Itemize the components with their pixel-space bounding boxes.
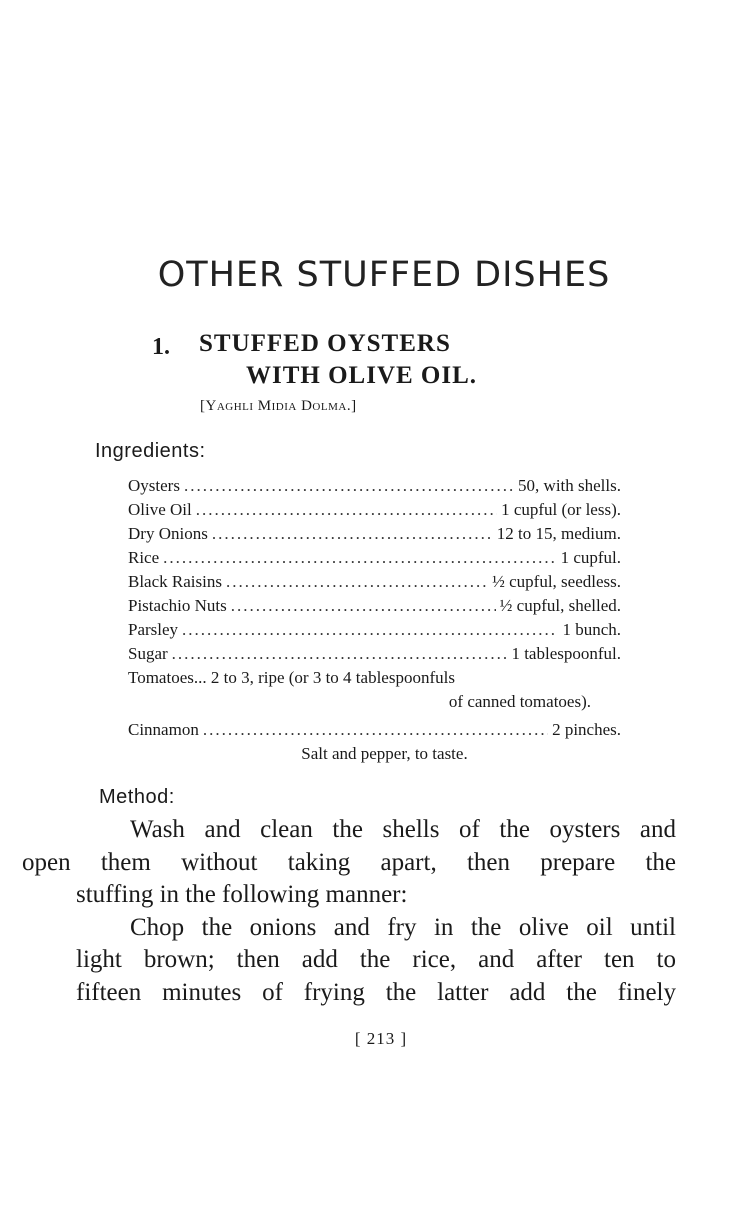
text-line: stuffing in the following manner: xyxy=(76,881,408,908)
ingredient-quantity: 1 cupful. xyxy=(560,548,621,567)
ingredient-quantity: ½ cupful, shelled. xyxy=(499,596,621,615)
leader-dots xyxy=(172,642,508,666)
tomatoes-line-1: Tomatoes... 2 to 3, ripe (or 3 to 4 tablespoonfuls xyxy=(128,668,455,687)
method-paragraph xyxy=(76,912,676,1010)
leader-dots xyxy=(163,546,556,570)
ingredient-quantity: 50, with shells. xyxy=(518,476,621,495)
ingredient-row xyxy=(128,570,621,594)
ingredient-row xyxy=(128,498,621,522)
leader-dots xyxy=(184,474,514,498)
salt-and-pepper-note: Salt and pepper, to taste. xyxy=(301,744,468,763)
ingredient-quantity: 1 tablespoonful. xyxy=(511,644,621,663)
text-line: Wash and clean the shells of the oysters and xyxy=(130,816,676,843)
ingredient-row xyxy=(128,642,621,666)
ingredient-quantity: 2 pinches. xyxy=(552,720,621,739)
text-line: open them without taking apart, then prepare the xyxy=(22,848,676,876)
ingredient-name: Black Raisins xyxy=(128,572,222,591)
recipe-subtitle: [Yaghli Midia Dolma.] xyxy=(200,398,357,414)
ingredients-heading: Ingredients: xyxy=(95,440,206,462)
leader-dots xyxy=(226,570,488,594)
ingredient-row xyxy=(128,718,621,742)
leader-dots xyxy=(231,594,496,618)
recipe-title-line-1: STUFFED OYSTERS xyxy=(199,330,451,357)
ingredient-name: Cinnamon xyxy=(128,720,199,739)
ingredient-row xyxy=(128,594,621,618)
ingredient-name: Olive Oil xyxy=(128,500,192,519)
ingredient-row xyxy=(128,474,621,498)
recipe-title-line-2: WITH OLIVE OIL. xyxy=(246,362,478,389)
text-line: light brown; then add the rice, and after ten to xyxy=(76,946,676,973)
text-line: Chop the onions and fry in the olive oil until xyxy=(130,913,676,941)
ingredient-quantity: 1 bunch. xyxy=(562,620,621,639)
leader-dots xyxy=(212,522,493,546)
leader-dots xyxy=(196,498,497,522)
leader-dots xyxy=(182,618,558,642)
leader-dots xyxy=(203,718,548,742)
text-line: fifteen minutes of frying the latter add the finely xyxy=(76,978,676,1006)
ingredients-list xyxy=(128,474,621,766)
tomatoes-line-2: of canned tomatoes). xyxy=(448,692,591,711)
ingredient-name: Pistachio Nuts xyxy=(128,596,227,615)
chapter-title: OTHER STUFFED DISHES xyxy=(157,255,611,295)
ingredient-row xyxy=(128,546,621,570)
method-heading: Method: xyxy=(99,786,175,808)
recipe-number: 1. xyxy=(152,334,170,360)
ingredient-tomatoes xyxy=(128,666,621,714)
method-paragraph xyxy=(22,814,676,912)
ingredient-quantity: ½ cupful, seedless. xyxy=(492,572,621,591)
ingredient-name: Parsley xyxy=(128,620,179,639)
method-text xyxy=(22,814,676,1009)
ingredient-name: Oysters xyxy=(128,476,180,495)
ingredient-row xyxy=(128,522,621,546)
ingredient-name: Rice xyxy=(128,548,160,567)
ingredient-row xyxy=(128,618,621,642)
ingredient-name: Dry Onions xyxy=(128,524,208,543)
page-number: [ 213 ] xyxy=(354,1029,408,1048)
ingredient-name: Sugar xyxy=(128,644,168,663)
ingredient-quantity: 1 cupful (or less). xyxy=(501,500,621,519)
ingredient-quantity: 12 to 15, medium. xyxy=(496,524,621,543)
